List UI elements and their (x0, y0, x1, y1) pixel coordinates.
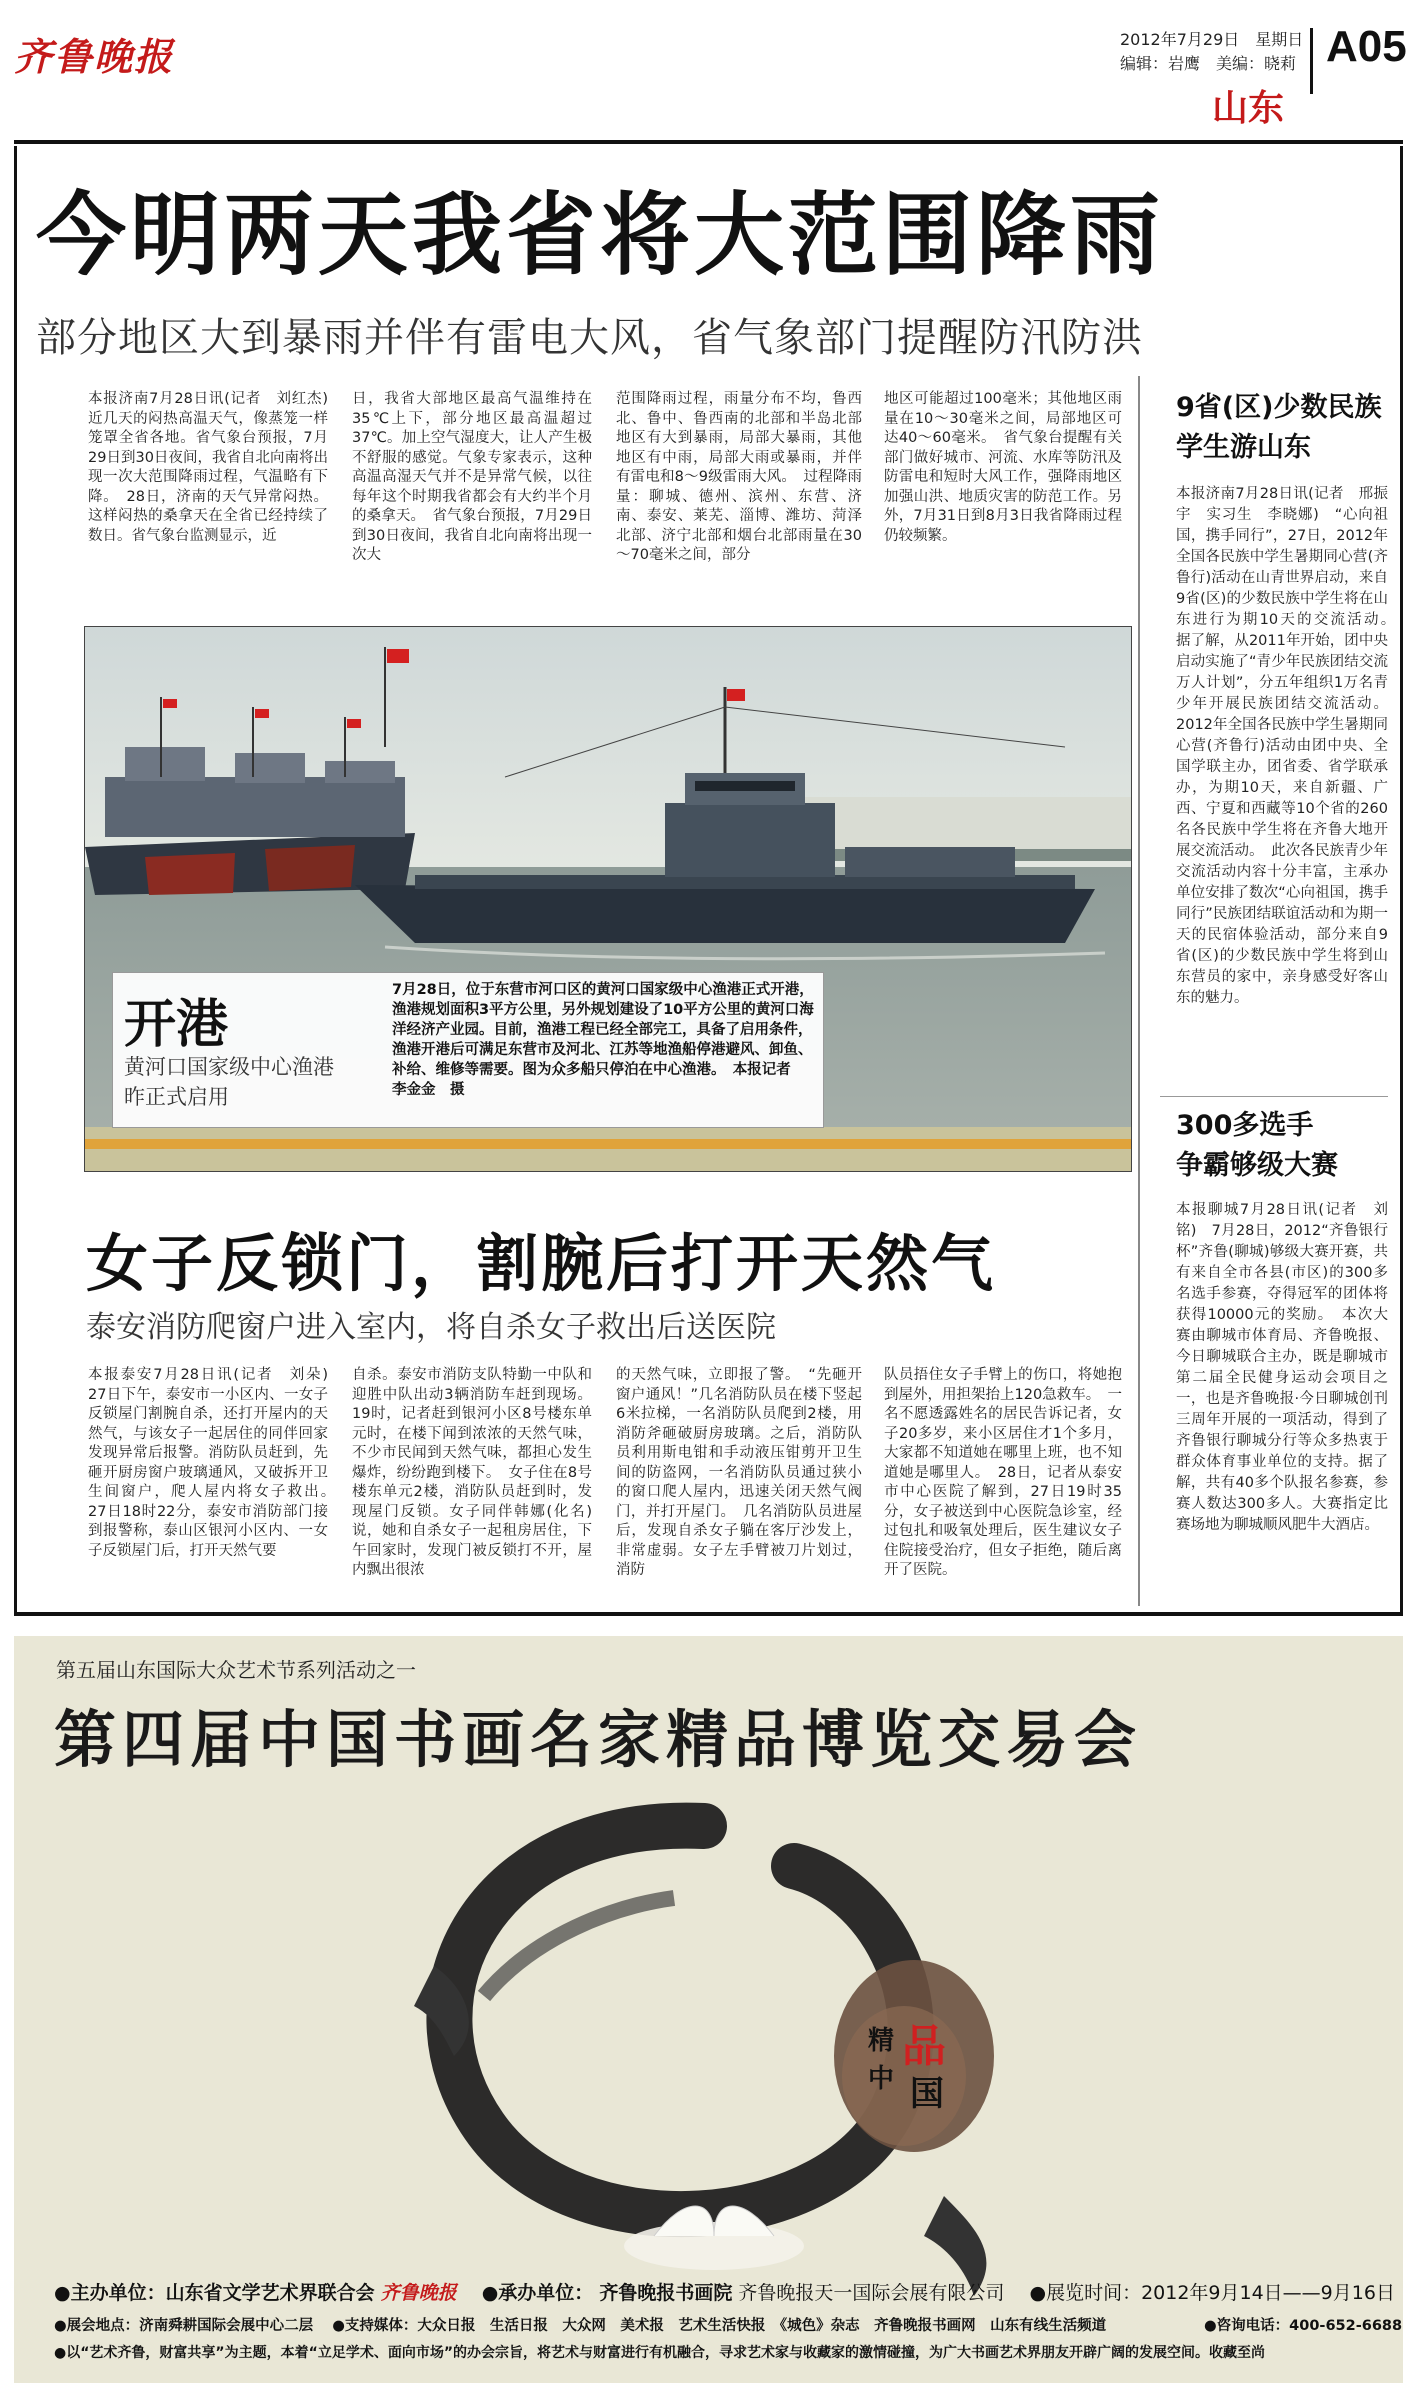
ad-slogan-line: ●以“艺术齐鲁，财富共享”为主题，本着“立足学术、面向市场”的办会宗旨，将艺术与财富进行有机融合，寻求艺术家与收藏家的激情碰撞，为广大书画艺术界朋友开辟广阔的发展空间。收藏至尚 (54, 2345, 1266, 2361)
issue-date: 2012年7月29日 星期日 (1120, 30, 1304, 49)
editors-credit: 编辑：岩鹰 美编：晓莉 (1120, 54, 1297, 73)
sidebar-divider (1138, 376, 1140, 1606)
ad-info-line: ●展会地点：济南舜耕国际会展中心二层 ●支持媒体：大众日报 生活日报 大众网 美术报 艺术生活快报 《城色》杂志 齐鲁晚报书画网 山东有线生活频道 (54, 2318, 1107, 2334)
sidebar-story1-title-line-2: 学生游山东 (1176, 432, 1311, 463)
ad-organizer-label: 承办单位： (498, 2282, 594, 2304)
newspaper-logo: 齐鲁晚报 (14, 34, 175, 79)
photo-title: 开港 (124, 995, 229, 1055)
lead-column-3: 范围降雨过程，雨量分布不均，鲁西北、鲁中、鲁西南的北部和半岛北部地区有大到暴雨，局部大暴雨，其他地区有中雨，局部大雨或暴雨，并伴有雷电和8～9级雷雨大风。 过程降雨量：聊城、德州、滨州、东营、济南、泰安、莱芜、淄博、潍坊、菏泽北部、济宁北部和烟台北部雨量在30～70毫米之间，部分 (616, 391, 862, 563)
ad-venue: 展会地点：济南舜耕国际会展中心二层 (66, 2318, 314, 2334)
lead-column-4: 地区可能超过100毫米；其他地区雨量在10～30毫米之间，局部地区可达40～60毫米。 省气象台提醒有关部门做好城市、河流、水库等防汛及防雷电和短时大风工作，强降雨地区加强山洪、地质灾害的防范工作。另外，7月31日到8月3日我省降雨过程仍较频繁。 (884, 391, 1122, 544)
sidebar-story1-body: 本报济南7月28日讯(记者 邢振宇 实习生 李晓娜) “心向祖国，携手同行”，27日，2012年全国各民族中学生暑期同心营(齐鲁行)活动在山青世界启动，来自9省(区)的少数民族中学生将在山东进行为期10天的交流活动。 据了解，从2011年开始，团中央启动实施了“青少年民族团结交流万人计划”，分五年组织1万名青少年开展民族团结交流活动。2012年全国各民族中学生暑期同心营(齐鲁行)活动由团中央、全国学联主办，团省委、省学联承办，为期10天，来自新疆、广西、宁夏和西藏等10个省的260名各民族中学生将在齐鲁大地开展交流活动。 此次各民族青少年交流活动内容十分丰富，主承办单位安排了数次“心向祖国，携手同行”民族团结联谊活动和为期一天的民宿体验活动，部分来自9省(区)的少数民族中学生将到山东营员的家中，亲身感受好客山东的魅力。 (1176, 486, 1403, 1006)
lead-column-1: 本报济南7月28日讯(记者 刘红杰) 近几天的闷热高温天气，像蒸笼一样笼罩全省各地。省气象台预报，7月29日到30日夜间，我省自北向南将出现一次大范围降雨过程，气温略有下降。 28日，济南的天气异常闷热。这样闷热的桑拿天在全省已经持续了数日。省气象台监测显示，近 (88, 391, 343, 544)
seal-char-3: 中 (868, 2064, 895, 2094)
lead-subhead: 部分地区大到暴雨并伴有雷电大风，省气象部门提醒防汛防洪 (36, 315, 1143, 361)
ad-series-label: 第五届山东国际大众艺术节系列活动之一 (56, 1658, 416, 1682)
seal-char-2: 品 (902, 2021, 946, 2072)
photo-subtitle-line-1: 黄河口国家级中心渔港 (124, 1055, 334, 1079)
sidebar-story2-title-line-1: 300多选手 (1176, 1110, 1314, 1141)
second-column-4: 队员捂住女子手臂上的伤口，将她抱到屋外，用担架抬上120急救车。 一名不愿透露姓名的居民告诉记者，女子20多岁，来小区居住才1个多月，大家都不知道她在哪里上班，也不知道她是哪里人。 28日，记者从泰安市中心医院了解到，27日19时35分，女子被送到中心医院急诊室，经过包扎和吸氧处理后，医生建议女子住院接受治疗，但女子拒绝，随后离开了医院。 (884, 1367, 1122, 1578)
photo-subtitle (124, 1052, 334, 1112)
ad-organizer-company: 齐鲁晚报天一国际会展有限公司 (738, 2282, 1005, 2304)
ad-host-line: ●主办单位：山东省文学艺术界联合会 齐鲁晚报 ●承办单位： 齐鲁晚报书画院 齐鲁晚报天一国际会展有限公司 ●展览时间：2012年9月14日——9月16日 (54, 2282, 1395, 2304)
sidebar-story2-body: 本报聊城7月28日讯(记者 刘铭) 7月28日，2012“齐鲁银行杯”齐鲁(聊城)够级大赛开赛，共有来自全市各县(市区)的300多名选手参赛，夺得冠军的团体将获得10000元的奖励。 本次大赛由聊城市体育局、齐鲁晚报、今日聊城联合主办，既是聊城市第二届全民健身运动会项目之一，也是齐鲁晚报·今日聊城创刊三周年开展的一项活动，得到了齐鲁银行聊城分行等众多热衷于群众体育事业单位的支持。据了解，共有40多个队报名参赛，参赛人数达300多人。大赛指定比赛场地为聊城顺风肥牛大酒店。 (1176, 1202, 1388, 1533)
ad-host-logo: 齐鲁晚报 (380, 2282, 457, 2304)
page-number: A05 (1326, 22, 1407, 71)
sidebar-separator (1160, 1096, 1388, 1097)
ad-title: 第四届中国书画名家精品博览交易会 (54, 1703, 1143, 1776)
ad-organizer-logo: 齐鲁晚报书画院 (599, 2282, 733, 2304)
sidebar-story2-title-line-2: 争霸够级大赛 (1176, 1150, 1338, 1181)
second-column-1: 本报泰安7月28日讯(记者 刘朵) 27日下午，泰安市一小区内、一女子反锁屋门割腕自杀，还打开屋内的天然气，与该女子一起居住的同伴回家发现异常后报警。消防队员赶到，先砸开厨房窗户玻璃通风，又破拆开卫生间窗户，爬人屋内将女子救出。 27日18时22分，泰安市消防部门接到报警称，泰山区银河小区内、一女子反锁屋门后，打开天然气要 (88, 1367, 343, 1559)
second-column-3: 的天然气味，立即报了警。 “先砸开窗户通风！”几名消防队员在楼下竖起6米拉梯，一名消防队员爬到2楼，用消防斧砸破厨房玻璃。之后，消防队员利用斯电钳和手动液压钳剪开卫生间的防盗网，一名消防队员通过狭小的窗口爬人屋内，迅速关闭天然气阀门，并打开屋门。 几名消防队员进屋后，发现自杀女子躺在客厅沙发上，非常虚弱。女子左手臂被刀片划过，消防 (616, 1367, 862, 1578)
dateline (1120, 28, 1303, 76)
seal-text (858, 2010, 978, 2130)
ad-slogan: 以“艺术齐鲁，财富共享”为主题，本着“立足学术、面向市场”的办会宗旨，将艺术与财富进行有机融合，寻求艺术家与收藏家的激情碰撞，为广大书画艺术界朋友开辟广阔的发展空间。收藏至尚 (66, 2345, 1266, 2361)
photo-subtitle-line-2: 昨正式启用 (124, 1085, 229, 1109)
lead-column-2: 日，我省大部地区最高气温维持在35℃上下，部分地区最高温超过37℃。加上空气湿度大，让人产生极不舒服的感觉。气象专家表示，这种高温高湿天气并不是异常气候，以往每年这个时期我省都会有大约半个月的桑拿天。 省气象台预报，7月29日到30日夜间，我省自北向南将出现一次大 (352, 391, 592, 563)
ad-media: 支持媒体：大众日报 生活日报 大众网 美术报 艺术生活快报 《城色》杂志 齐鲁晚报书画网 山东有线生活频道 (344, 2318, 1107, 2334)
ad-phone: 咨询电话：400-652-6688 (1216, 2318, 1403, 2334)
seal-char-1: 精 (868, 2026, 895, 2056)
masthead-divider (1310, 28, 1313, 94)
photo-caption: 7月28日，位于东营市河口区的黄河口国家级中心渔港正式开港，渔港规划面积3平方公里，另外规划建设了10平方公里的黄河口海洋经济产业园。目前，渔港工程已经全部完工，具备了启用条件，渔港开港后可满足东营市及河北、江苏等地渔船停港避风、卸鱼、补给、维修等需要。图为众多船只停泊在中心渔港。 本报记者 李金金 摄 (392, 982, 814, 1098)
sidebar-story2-title (1176, 1106, 1338, 1186)
sidebar-story1-title-line-1: 9省(区)少数民族 (1176, 392, 1382, 423)
second-column-2: 自杀。泰安市消防支队特勤一中队和迎胜中队出动3辆消防车赶到现场。19时，记者赶到银河小区8号楼东单元时，在楼下闻到浓浓的天然气味，不少市民闻到天然气味，都担心发生爆炸，纷纷跑到楼下。 女子住在8号楼东单元2楼，消防队员赶到时，发现屋门反锁。女子同伴韩娜(化名)说，她和自杀女子一起租房居住，下午回家时，发现门被反锁打不开，屋内飘出很浓 (352, 1367, 592, 1578)
ad-host: 主办单位：山东省文学艺术界联合会 (70, 2282, 375, 2304)
second-subhead: 泰安消防爬窗户进入室内，将自杀女子救出后送医院 (86, 1310, 776, 1345)
section-name: 山东 (1212, 88, 1285, 129)
top-rule (14, 140, 1403, 144)
second-headline: 女子反锁门，割腕后打开天然气 (86, 1227, 997, 1300)
sidebar-story1-title (1176, 388, 1381, 468)
seal-char-4: 国 (910, 2074, 944, 2114)
ad-dates: 展览时间：2012年9月14日——9月16日 (1046, 2282, 1395, 2304)
ad-phone-line: ●咨询电话：400-652-6688 (1204, 2318, 1403, 2334)
lead-headline: 今明两天我省将大范围降雨 (36, 183, 1164, 288)
ad-footer (14, 2270, 1403, 2383)
